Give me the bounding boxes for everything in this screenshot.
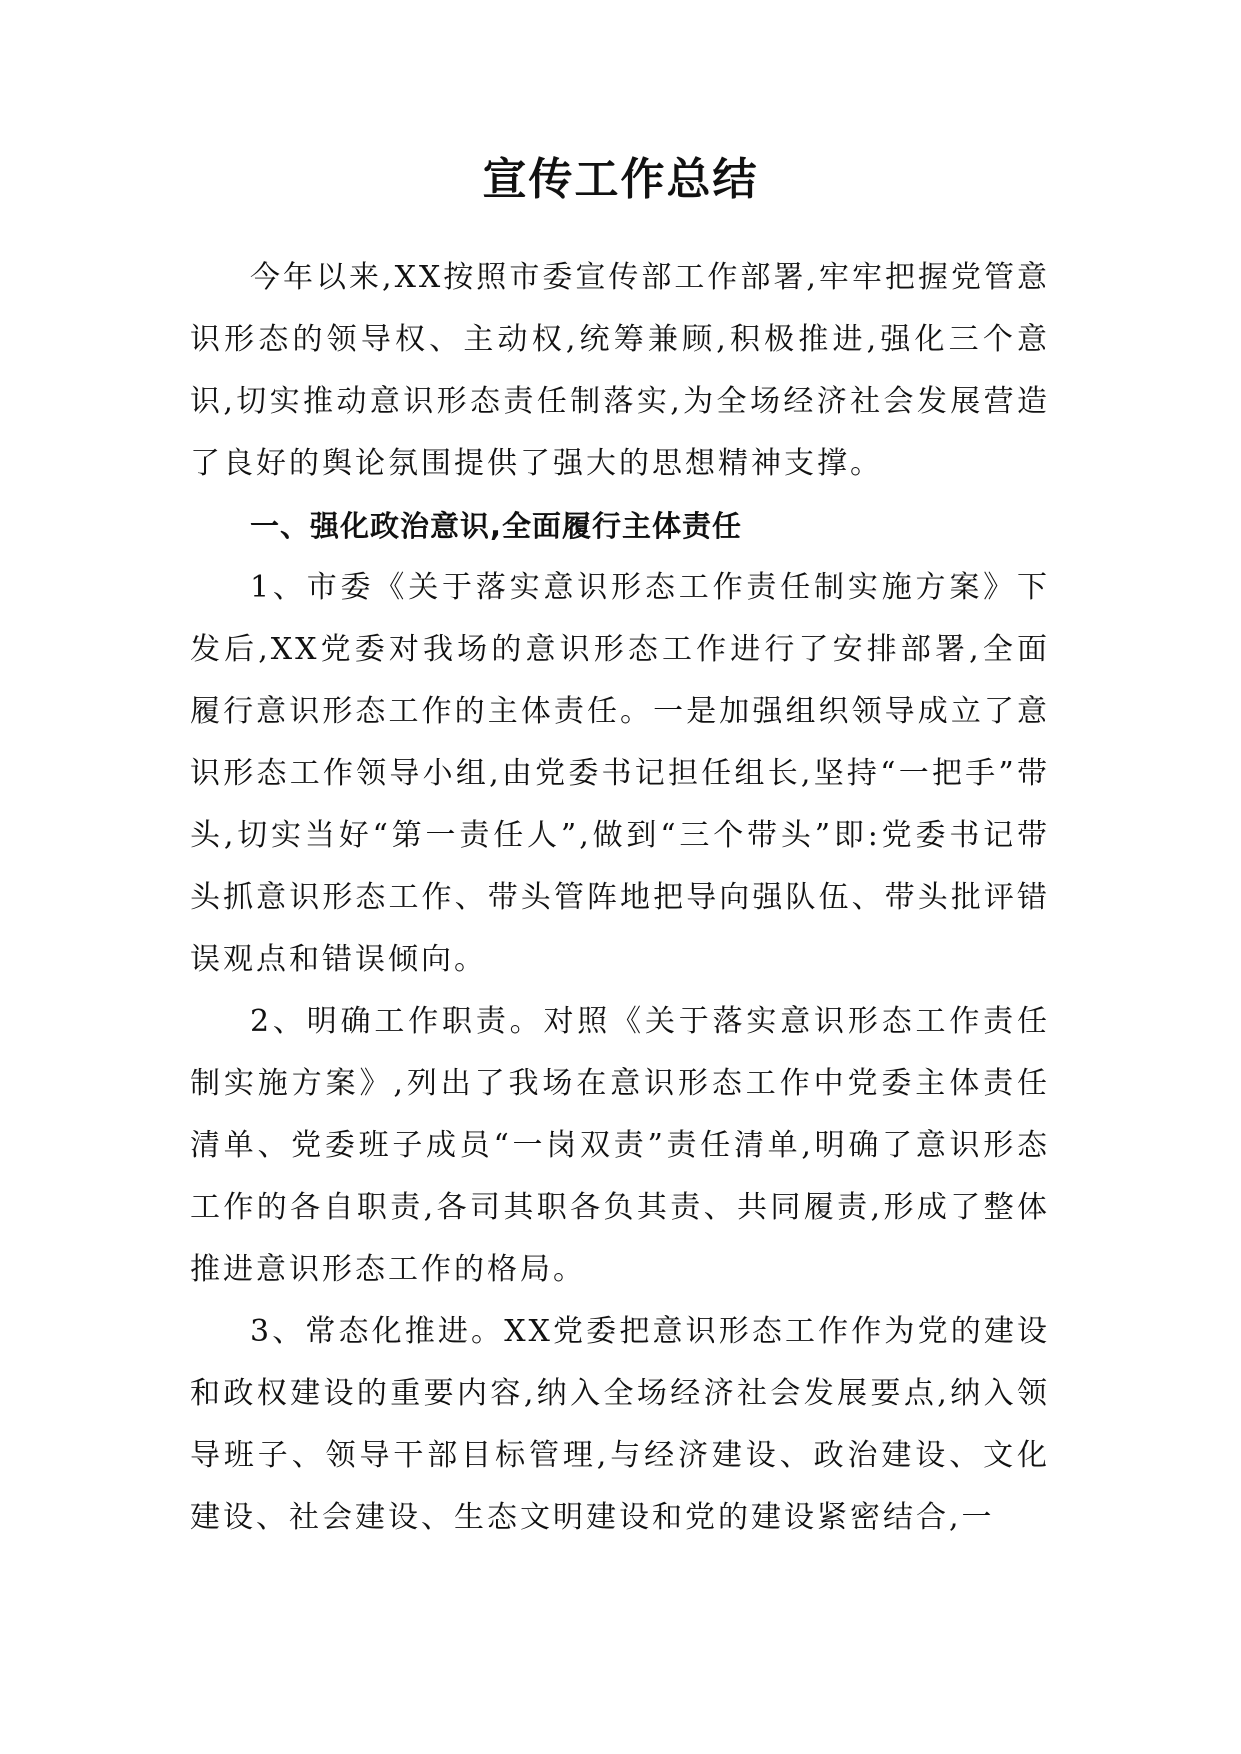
- section-1-heading: 一、强化政治意识,全面履行主体责任: [250, 509, 743, 543]
- intro-paragraph: 今年以来,XX按照市委宣传部工作部署,牢牢把握党管意识形态的领导权、主动权,统筹兼顾,积极推进,强化三个意识,切实推动意识形态责任制落实,为全场经济社会发展营造了良好的舆论氛围提供了强大的思想精神支撑。: [190, 260, 1050, 481]
- item-3-paragraph: 3、常态化推进。XX党委把意识形态工作作为党的建设和政权建设的重要内容,纳入全场经济社会发展要点,纳入领导班子、领导干部目标管理,与经济建设、政治建设、文化建设、社会建设、生态文明建设和党的建设紧密结合,一: [190, 1314, 1050, 1535]
- item-2-paragraph: 2、明确工作职责。对照《关于落实意识形态工作责任制实施方案》,列出了我场在意识形态工作中党委主体责任清单、党委班子成员“一岗双责”责任清单,明确了意识形态工作的各自职责,各司其职各负其责、共同履责,形成了整体推进意识形态工作的格局。: [190, 1004, 1050, 1287]
- item-1-paragraph: 1、市委《关于落实意识形态工作责任制实施方案》下发后,XX党委对我场的意识形态工作进行了安排部署,全面履行意识形态工作的主体责任。一是加强组织领导成立了意识形态工作领导小组,由党委书记担任组长,坚持“一把手”带头,切实当好“第一责任人”,做到“三个带头”即:党委书记带头抓意识形态工作、带头管阵地把导向强队伍、带头批评错误观点和错误倾向。: [190, 570, 1050, 977]
- document-body: [190, 247, 1050, 1549]
- document-title: 宣传工作总结: [482, 154, 759, 205]
